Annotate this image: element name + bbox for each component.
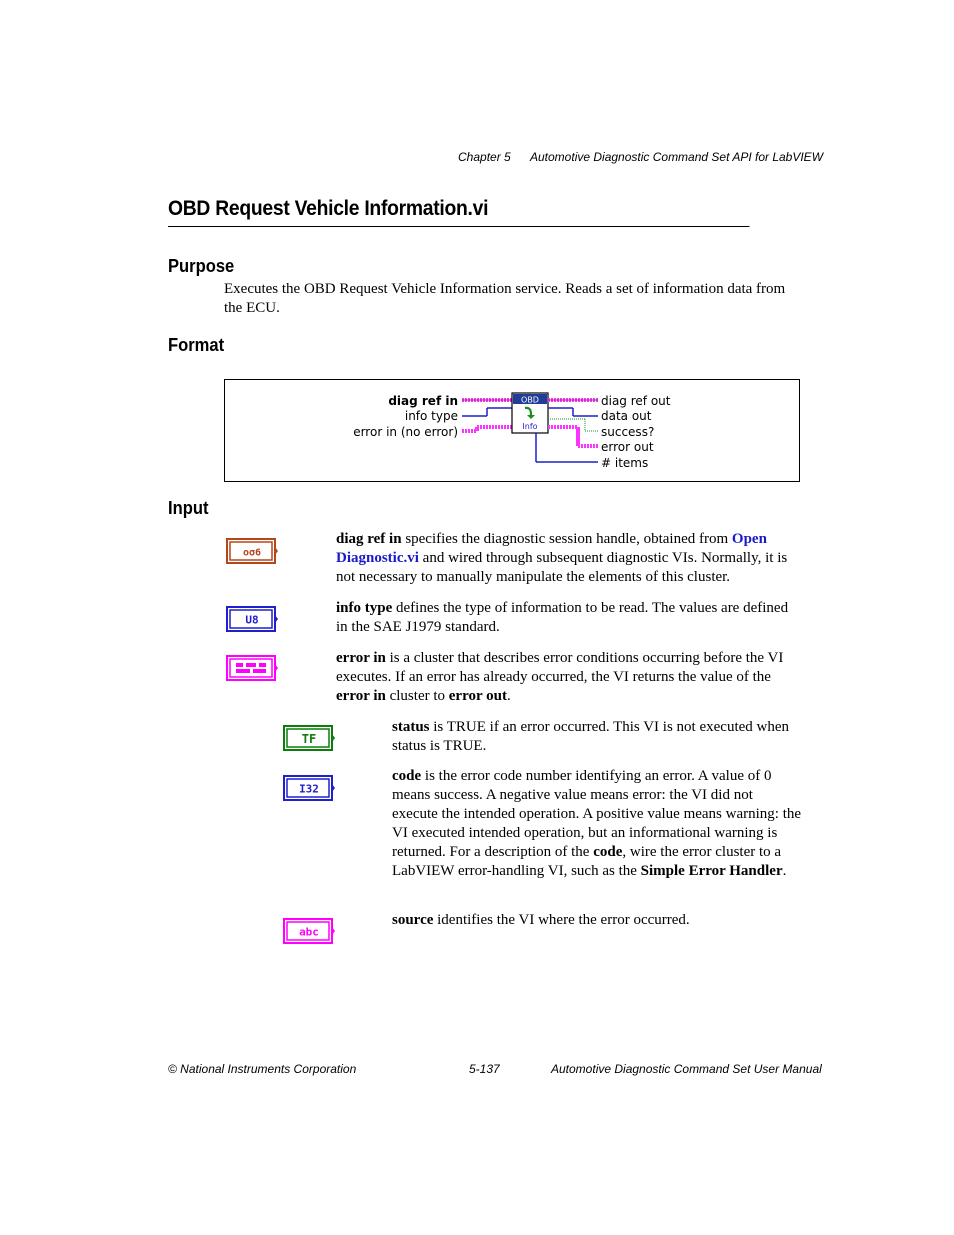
terminal-data-out: data out [601,409,652,423]
connector-pane-box [224,379,800,482]
error-in-description: error in is a cluster that describes error conditions occurring before the VI executes. If an error has already occurred, the VI returns the value of the error in cluster to error out. [336,650,784,704]
string-icon [283,918,335,944]
cluster-refnum-icon [226,538,278,564]
input-heading: Input [168,498,209,518]
terminal-success: success? [601,425,655,439]
terminal-diag-ref-in: diag ref in [388,394,458,408]
source-description: source identifies the VI where the error occurred. [392,912,690,928]
diag-ref-icon-text: oσ6 [242,547,262,559]
terminal-info-type: info type [404,409,458,423]
boolean-icon [283,725,335,751]
terminal-items: # items [601,456,649,470]
info-type-icon-text: U8 [245,613,259,627]
purpose-heading: Purpose [168,256,235,276]
code-icon-text: I32 [299,782,319,796]
u8-numeric-icon [226,606,278,632]
info-type-description: info type defines the type of information to be read. The values are defined in the SAE J1979 standard. [336,600,789,635]
vi-icon-label-top: OBD [521,395,539,405]
format-heading: Format [168,335,225,355]
terminal-diag-ref-out: diag ref out [601,394,671,408]
footer-page-number: 5-137 [469,1062,500,1076]
code-description: code is the error code number identifying an error. A value of 0 means success. A negative value means error: the VI did not execute the intended operation. A positive value means warning: the VI executed intended operation, but an informational warning is returned. For a description of the code, wire the error cluster to a LabVIEW error-handling VI, such as the Simple Error Handler. [392,768,802,879]
header-chapter: Chapter 5 [458,150,511,164]
footer-manual-title: Automotive Diagnostic Command Set User Manual [551,1062,822,1076]
status-icon-text: TF [301,732,317,746]
error-cluster-icon [226,655,278,681]
connector-pane-diagram [225,380,801,483]
purpose-text: Executes the OBD Request Vehicle Information service. Reads a set of information data from the ECU. [224,281,786,316]
page-title: OBD Request Vehicle Information.vi [168,197,749,227]
diag-ref-in-name: diag ref in [336,531,402,547]
footer-copyright: © National Instruments Corporation [168,1062,357,1076]
source-icon-text: abc [299,925,319,939]
status-description: status is TRUE if an error occurred. This VI is not executed when status is TRUE. [392,719,790,754]
i32-numeric-icon [283,775,335,801]
open-diagnostic-link[interactable]: Open Diagnostic.vi [336,531,767,566]
header-section: Automotive Diagnostic Command Set API for LabVIEW [530,150,824,164]
vi-icon-label-bottom: Info [522,422,538,431]
diag-ref-in-description: diag ref in specifies the diagnostic session handle, obtained from Open Diagnostic.vi and wired through subsequent diagnostic VIs. Normally, it is not necessary to manually manipulate the elements of this cluster. [336,531,788,585]
terminal-error-in: error in (no error) [353,425,458,439]
terminal-error-out: error out [601,440,654,454]
